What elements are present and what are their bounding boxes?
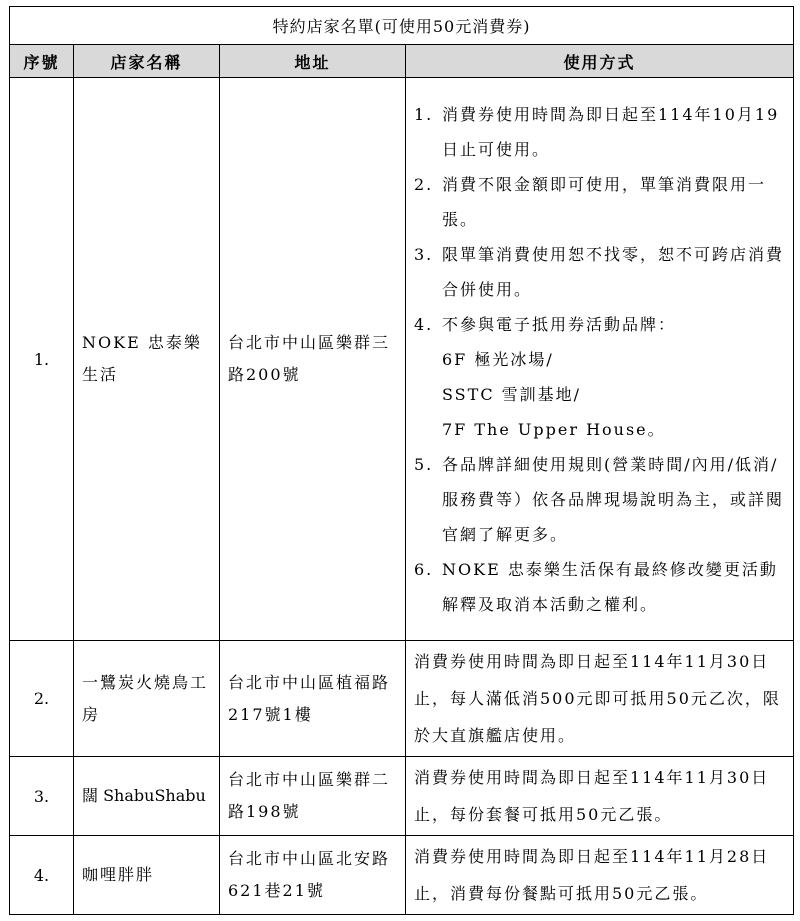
row-address: 台北市中山區北安路621巷21號: [220, 836, 406, 915]
usage-item-num: 5.: [414, 454, 434, 474]
usage-item-text: 限單筆消費使用恕不找零，恕不可跨店消費合併使用。: [442, 244, 785, 299]
usage-subitem: 7F The Upper House。: [442, 419, 666, 439]
usage-item: [414, 237, 785, 307]
usage-item: [414, 167, 785, 237]
table-row: [10, 78, 794, 641]
row-usage: [406, 78, 794, 641]
row-address: 台北市中山區樂群三路200號: [220, 78, 406, 641]
usage-item-num: 3.: [414, 244, 434, 264]
table-row: [10, 836, 794, 915]
usage-text: 消費券使用時間為即日起至114年11月30日止，每人滿低消500元即可抵用50元乙次，限於大直旗艦店使用。: [414, 652, 781, 745]
usage-item-text: 不參與電子抵用券活動品牌：: [442, 314, 677, 334]
header-usage: 使用方式: [406, 45, 794, 78]
usage-item-num: 2.: [414, 174, 434, 194]
usage-item: [414, 307, 785, 447]
row-no: 1.: [10, 78, 74, 641]
row-no: 4.: [10, 836, 74, 915]
usage-list: [414, 94, 785, 625]
merchant-table: [9, 6, 794, 915]
row-usage: [406, 641, 794, 757]
usage-text: 消費券使用時間為即日起至114年11月28日止，消費每份餐點可抵用50元乙張。: [414, 847, 770, 903]
usage-text: 消費券使用時間為即日起至114年11月30日止，每份套餐可抵用50元乙張。: [414, 768, 770, 824]
usage-item-text: 消費券使用時間為即日起至114年10月19日止可使用。: [442, 104, 780, 159]
usage-subitem: SSTC 雪訓基地/: [442, 384, 582, 404]
header-no: 序號: [10, 45, 74, 78]
table-title: 特約店家名單(可使用50元消費券): [10, 7, 794, 45]
usage-item-text: NOKE 忠泰樂生活保有最終修改變更活動解釋及取消本活動之權利。: [442, 559, 778, 614]
usage-item-num: 4.: [414, 314, 434, 334]
usage-subitem: 6F 極光冰場/: [442, 349, 554, 369]
header-address: 地址: [220, 45, 406, 78]
usage-item-text: 消費不限金額即可使用，單筆消費限用一張。: [442, 174, 767, 229]
table-row: [10, 641, 794, 757]
usage-item-num: 6.: [414, 559, 434, 579]
row-usage: [406, 836, 794, 915]
header-name: 店家名稱: [74, 45, 220, 78]
row-no: 2.: [10, 641, 74, 757]
row-name: 咖哩胖胖: [74, 836, 220, 915]
row-address: 台北市中山區樂群二路198號: [220, 757, 406, 836]
usage-item: [414, 552, 785, 622]
usage-item: [414, 447, 785, 552]
usage-item: [414, 97, 785, 167]
table-row: [10, 757, 794, 836]
usage-item-text: 各品牌詳細使用規則(營業時間/內用/低消/服務費等）依各品牌現場說明為主，或詳閱官網了解更多。: [442, 454, 785, 544]
row-name: NOKE 忠泰樂生活: [74, 78, 220, 641]
row-usage: [406, 757, 794, 836]
row-name: 闊 ShabuShabu: [74, 757, 220, 836]
row-name: 一鷺炭火燒鳥工房: [74, 641, 220, 757]
usage-item-num: 1.: [414, 104, 434, 124]
row-no: 3.: [10, 757, 74, 836]
table-title-row: [10, 7, 794, 45]
table-header-row: [10, 45, 794, 78]
row-address: 台北市中山區植福路217號1樓: [220, 641, 406, 757]
